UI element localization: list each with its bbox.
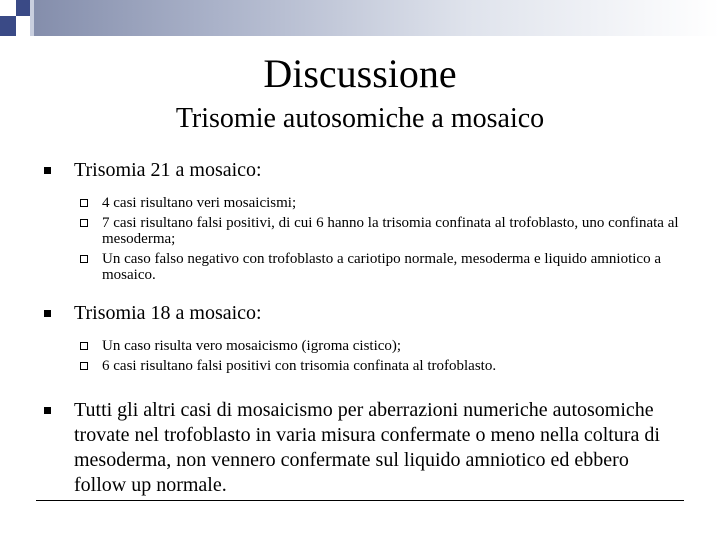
- sub-item: [102, 358, 684, 374]
- sub-item-text: Un caso risulta vero mosaicismo (igroma cistico);: [102, 338, 402, 354]
- hollow-square-bullet-icon: [80, 219, 88, 227]
- hollow-square-bullet-icon: [80, 255, 88, 263]
- decor-square: [16, 0, 30, 16]
- bullet-heading: Trisomia 21 a mosaico:: [74, 159, 262, 181]
- decor-square: [16, 16, 30, 36]
- square-bullet-icon: [44, 310, 51, 317]
- header-decoration: [0, 0, 720, 36]
- decor-square: [0, 16, 16, 36]
- slide-title: Discussione: [263, 51, 457, 96]
- sub-item-text: 4 casi risultano veri mosaicismi;: [102, 195, 297, 211]
- sub-item-text: 7 casi risultano falsi positivi, di cui 6 hanno la trisomia confinata al trofoblasto, uno confinata al mesoderma;: [102, 215, 679, 247]
- decor-stripe: [30, 0, 34, 36]
- square-bullet-icon: [44, 167, 51, 174]
- hollow-square-bullet-icon: [80, 199, 88, 207]
- square-bullet-icon: [44, 407, 51, 414]
- bullet-heading: Tutti gli altri casi di mosaicismo per aberrazioni numeriche autosomiche trovate nel trofoblasto in varia misura confermate o meno nella coltura di mesoderma, non vennero confermate sul liquido amniotico ed ebbero follow up normale.: [74, 399, 660, 496]
- sub-item: [102, 195, 684, 211]
- slide-content: [44, 158, 684, 498]
- hollow-square-bullet-icon: [80, 342, 88, 350]
- sub-item: [102, 338, 684, 354]
- sub-item-text: Un caso falso negativo con trofoblasto a cariotipo normale, mesoderma e liquido amniotico a mosaico.: [102, 251, 661, 283]
- bullet-trisomia-18: [44, 301, 684, 326]
- sub-item: [102, 215, 684, 247]
- sub-list-trisomia-21: [44, 195, 684, 283]
- footer-divider: [36, 500, 684, 501]
- bullet-heading: Trisomia 18 a mosaico:: [74, 302, 262, 324]
- hollow-square-bullet-icon: [80, 362, 88, 370]
- decor-square: [0, 0, 16, 16]
- bullet-altri-casi: [44, 398, 684, 498]
- slide-subtitle: Trisomie autosomiche a mosaico: [175, 103, 545, 134]
- sub-list-trisomia-18: [44, 338, 684, 374]
- sub-item-text: 6 casi risultano falsi positivi con trisomia confinata al trofoblasto.: [102, 358, 497, 374]
- bullet-trisomia-21: [44, 158, 684, 183]
- sub-item: [102, 251, 684, 283]
